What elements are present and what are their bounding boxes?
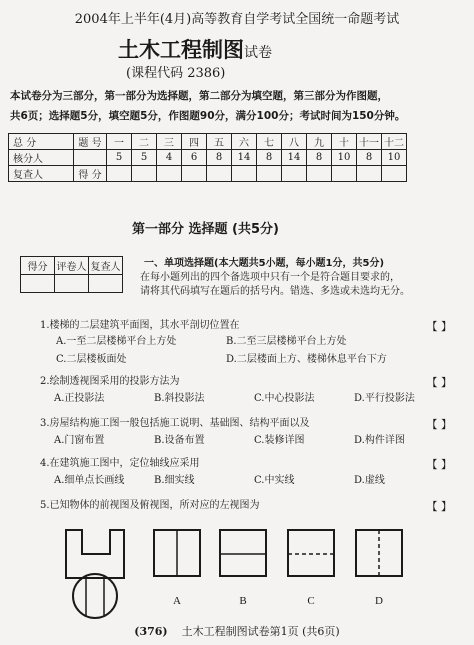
question-number: 二 — [132, 134, 157, 150]
empty-cell — [74, 150, 107, 166]
question-score: 8 — [257, 150, 282, 166]
option: D.虚线 — [354, 475, 385, 486]
instruction-line: 在每小题列出的四个备选项中只有一个是符合题目要求的， — [140, 272, 400, 283]
score-blank[interactable] — [357, 166, 382, 182]
page-footer — [0, 623, 474, 639]
question-number: 一 — [107, 134, 132, 150]
title-main: 土木工程制图 — [118, 38, 244, 62]
score-header: 得 分 — [74, 166, 107, 182]
question-number: 七 — [257, 134, 282, 150]
question-stem: 2.绘制透视图采用的投影方法为 — [40, 376, 180, 387]
question-score: 5 — [107, 150, 132, 166]
instruction-heading: 一、单项选择题(本大题共5小题，每小题1分，共5分) — [144, 258, 385, 269]
answer-bracket[interactable]: 【 】 — [426, 458, 452, 471]
grader-table — [20, 256, 123, 293]
option: B.斜投影法 — [154, 393, 205, 404]
score-blank[interactable] — [257, 166, 282, 182]
instruction-line: 请将其代码填写在题后的括号内。错选、多选或未选均无分。 — [140, 286, 410, 297]
option: A.细单点长画线 — [54, 475, 125, 486]
question-number: 九 — [307, 134, 332, 150]
grader-blank[interactable] — [21, 275, 55, 293]
score-blank[interactable] — [282, 166, 307, 182]
question-stem: 5.已知物体的前视图及俯视图，所对应的左视图为 — [40, 500, 260, 511]
question-score: 10 — [382, 150, 407, 166]
grader-label: 评卷人 — [55, 257, 89, 275]
option: D.平行投影法 — [354, 393, 415, 404]
option: C.中实线 — [254, 475, 295, 486]
option-a-figure[interactable] — [154, 530, 200, 576]
intro-line-1: 本试卷分为三部分，第一部分为选择题，第二部分为填空题，第三部分为作图题， — [10, 90, 388, 102]
score-blank[interactable] — [332, 166, 357, 182]
score-blank[interactable] — [157, 166, 182, 182]
score-blank[interactable] — [207, 166, 232, 182]
option: D.二层楼面上方、楼梯休息平台下方 — [226, 354, 387, 365]
question-stem: 4.在建筑施工图中，定位轴线应采用 — [40, 458, 200, 469]
question-number-header: 题 号 — [74, 134, 107, 150]
question-number: 十一 — [357, 134, 382, 150]
grader-score-label: 得分 — [21, 257, 55, 275]
question-stem: 1.楼梯的二层建筑平面图，其水平剖切位置在 — [40, 320, 240, 331]
score-blank[interactable] — [232, 166, 257, 182]
question-score: 14 — [232, 150, 257, 166]
option: A.门窗布置 — [54, 435, 105, 446]
intro-line-2: 共6页；选择题5分，填空题5分，作图题90分，满分100分；考试时间为150分钟。 — [10, 110, 406, 122]
question-score: 10 — [332, 150, 357, 166]
exam-header: 2004年上半年(4月)高等教育自学考试全国统一命题考试 — [74, 12, 400, 27]
question-score: 8 — [207, 150, 232, 166]
question-number: 六 — [232, 134, 257, 150]
option: C.装修详图 — [254, 435, 305, 446]
answer-bracket[interactable]: 【 】 — [426, 418, 452, 431]
figure-label-a: A — [173, 595, 181, 607]
grader-blank[interactable] — [55, 275, 89, 293]
option: B.二至三层楼梯平台上方处 — [226, 336, 347, 347]
question-score: 5 — [132, 150, 157, 166]
title-suffix: 试卷 — [244, 45, 272, 61]
footer-code: (376) — [134, 625, 168, 638]
top-view-figure — [73, 574, 117, 618]
question-number: 三 — [157, 134, 182, 150]
question-number: 四 — [182, 134, 207, 150]
option: A.一至二层楼梯平台上方处 — [56, 336, 177, 347]
question-score: 8 — [357, 150, 382, 166]
figure-label-c: C — [307, 595, 315, 607]
option: B.细实线 — [154, 475, 195, 486]
question-number: 十二 — [382, 134, 407, 150]
page-title — [118, 34, 272, 64]
question-number: 五 — [207, 134, 232, 150]
score-blank[interactable] — [182, 166, 207, 182]
score-table — [8, 133, 407, 182]
answer-bracket[interactable]: 【 】 — [426, 376, 452, 389]
figure-label-d: D — [375, 595, 383, 607]
score-blank[interactable] — [107, 166, 132, 182]
answer-bracket[interactable]: 【 】 — [426, 320, 452, 333]
option: C.中心投影法 — [254, 393, 315, 404]
score-blank[interactable] — [132, 166, 157, 182]
question-score: 4 — [157, 150, 182, 166]
option-b-figure[interactable] — [220, 530, 266, 576]
score-total-label: 总 分 — [9, 134, 74, 150]
part1-title: 第一部分 选择题 (共5分) — [132, 222, 279, 237]
question-score: 6 — [182, 150, 207, 166]
question5-figures — [0, 510, 474, 620]
question-number: 八 — [282, 134, 307, 150]
figure-label-b: B — [239, 595, 247, 607]
score-blank[interactable] — [382, 166, 407, 182]
option: B.设备布置 — [154, 435, 205, 446]
question-score: 8 — [307, 150, 332, 166]
question-number: 十 — [332, 134, 357, 150]
option: C.二层楼板面处 — [56, 354, 127, 365]
option: D.构件详图 — [354, 435, 405, 446]
course-code: (课程代码 2386) — [126, 66, 226, 81]
question-score: 14 — [282, 150, 307, 166]
grader-blank[interactable] — [89, 275, 123, 293]
score-rechecker-label: 复查人 — [9, 166, 74, 182]
footer-text: 土木工程制图试卷第1页 (共6页) — [181, 625, 340, 638]
score-blank[interactable] — [307, 166, 332, 182]
question-stem: 3.房屋结构施工图一般包括施工说明、基础图、结构平面以及 — [40, 418, 310, 429]
score-checker-label: 核分人 — [9, 150, 74, 166]
option: A.正投影法 — [54, 393, 105, 404]
option-d-figure[interactable] — [356, 530, 402, 576]
rechecker-label: 复查人 — [89, 257, 123, 275]
front-view-figure — [66, 530, 124, 578]
option-c-figure[interactable] — [288, 530, 334, 576]
answer-bracket[interactable]: 【 】 — [426, 500, 452, 513]
